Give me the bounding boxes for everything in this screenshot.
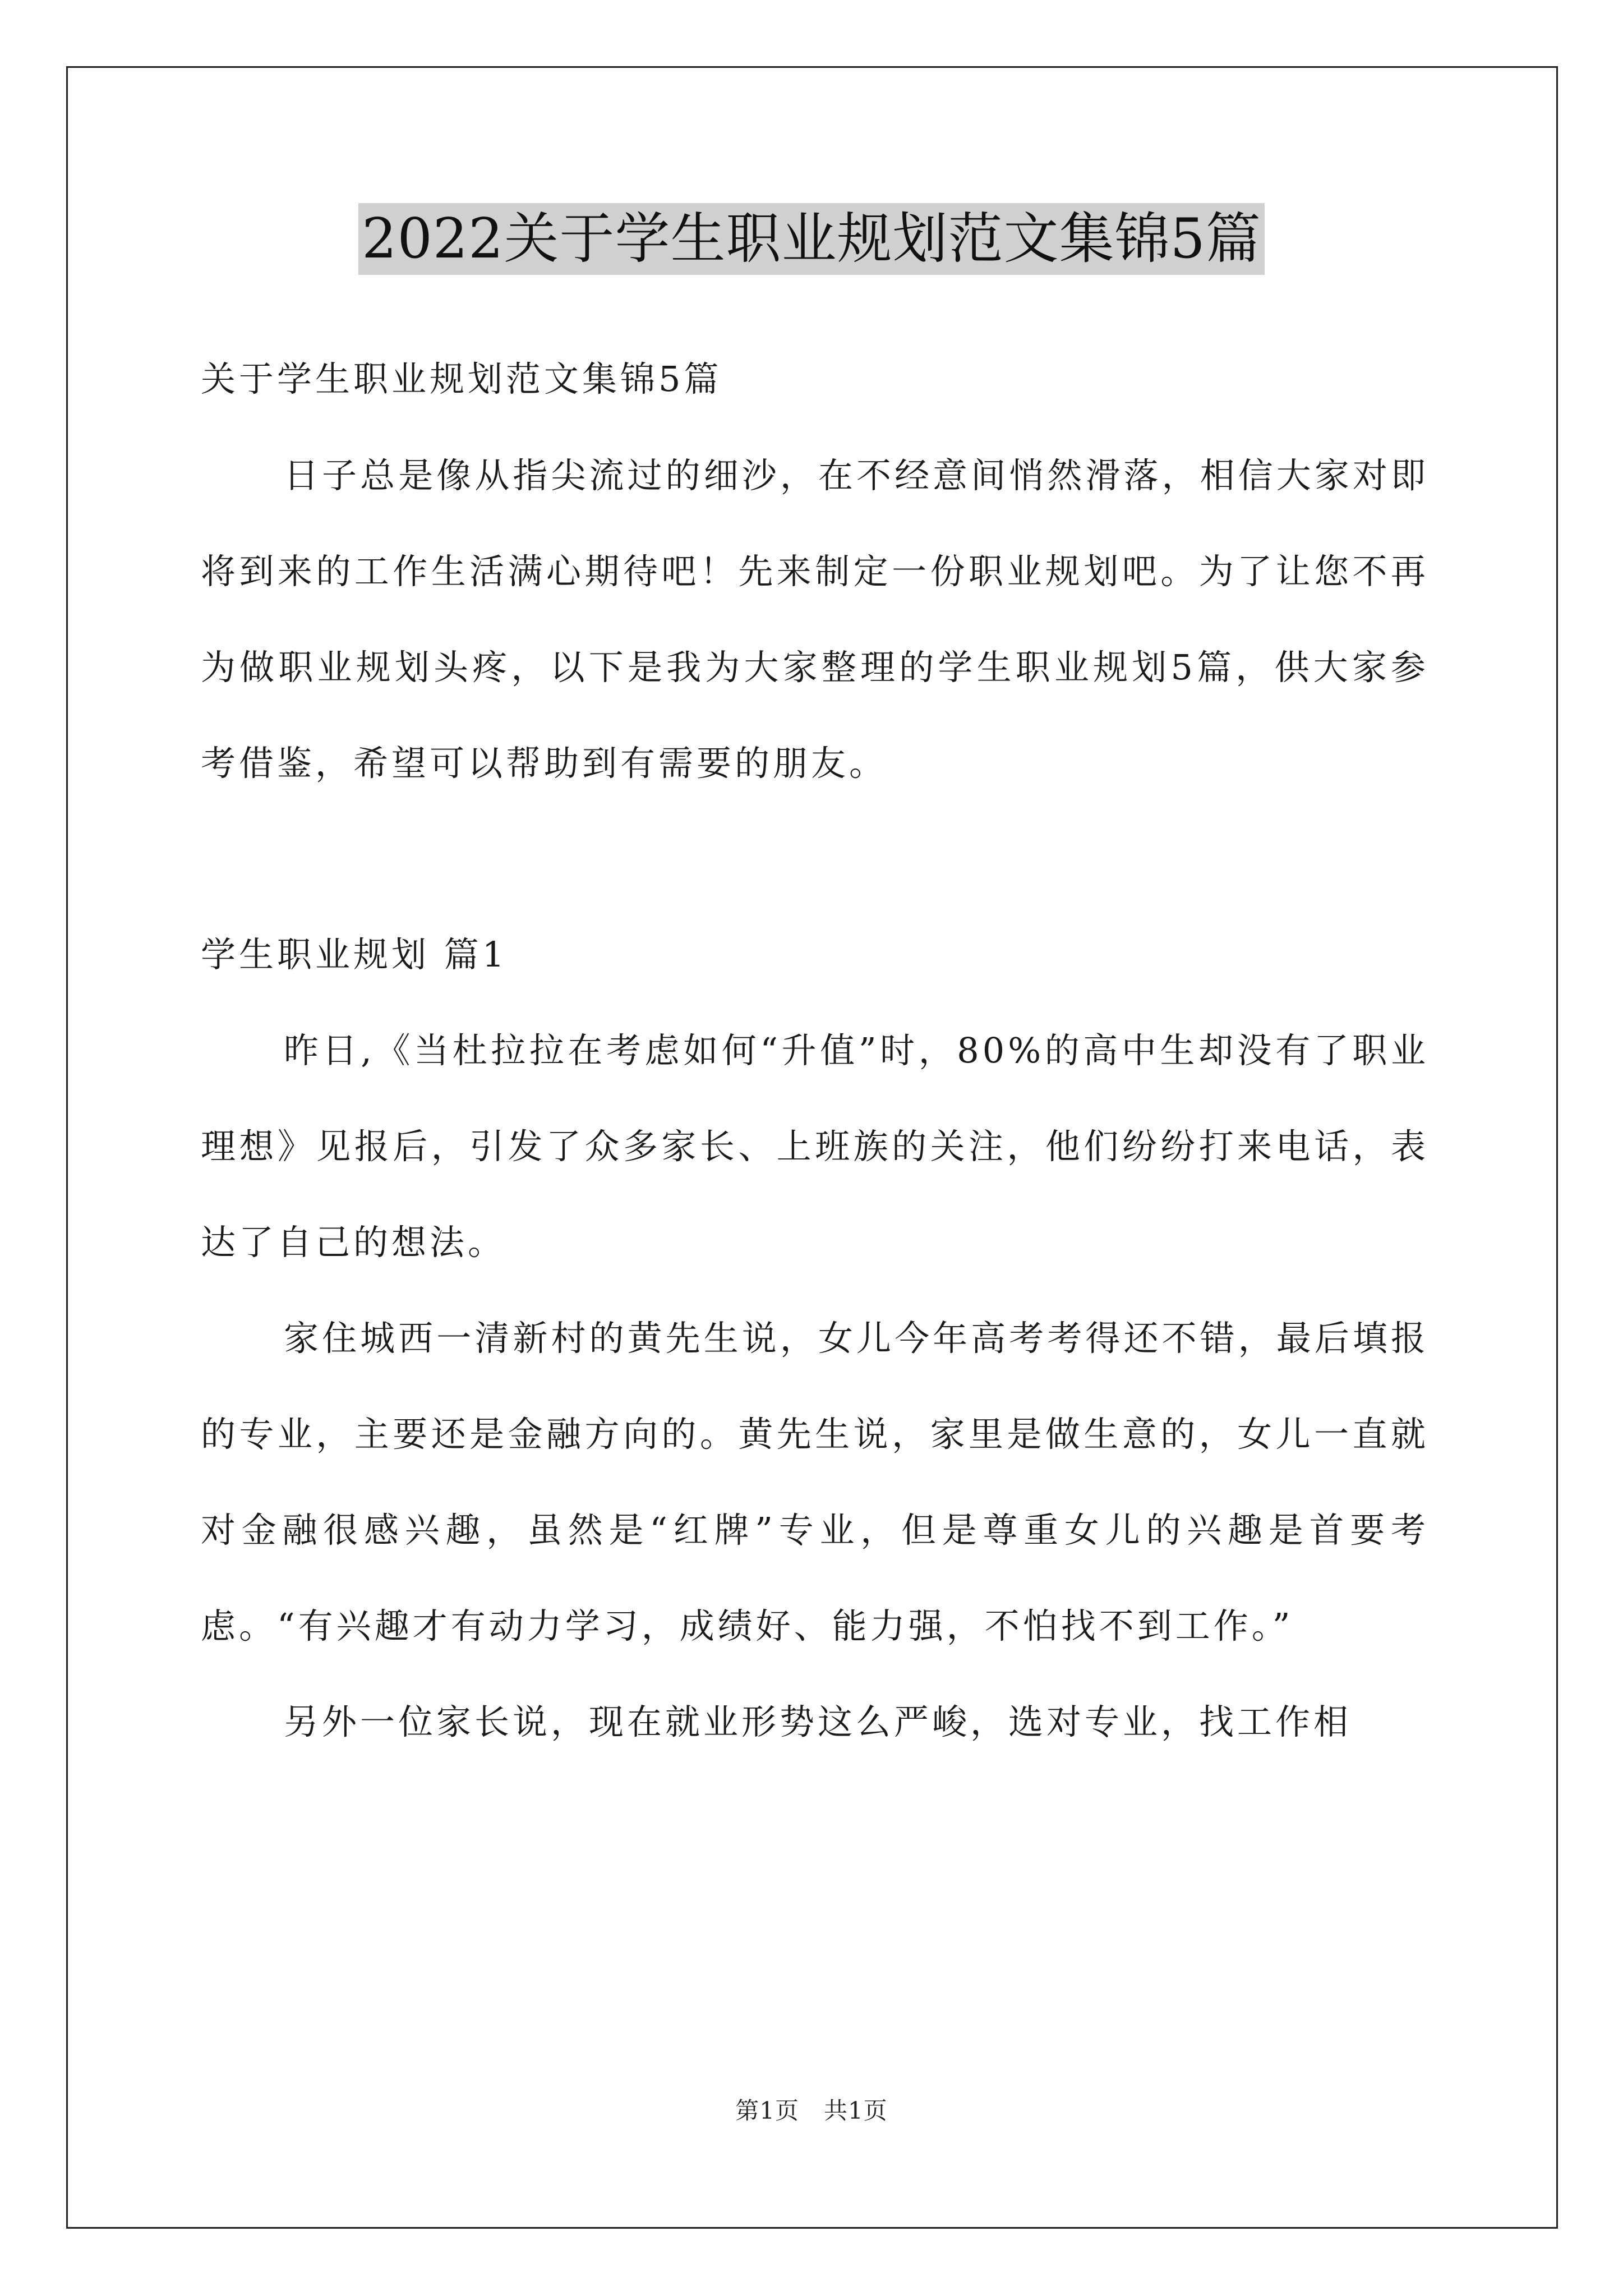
page-total: 共1页 — [824, 2097, 888, 2124]
intro-paragraph: 日子总是像从指尖流过的细沙，在不经意间悄然滑落，相信大家对即将到来的工作生活满心期待吧！先来制定一份职业规划吧。为了让您不再为做职业规划头疼，以下是我为大家整理的学生职业规划5篇，供大家参考借鉴，希望可以帮助到有需要的朋友。 — [201, 455, 1429, 784]
section-heading: 学生职业规划 篇1 — [201, 934, 508, 975]
body-paragraph: 昨日,《当杜拉拉在考虑如何“升值”时，80%的高中生却没有了职业理想》见报后，引发了众多家长、上班族的关注，他们纷纷打来电话，表达了自己的想法。 — [201, 1030, 1429, 1263]
document-body — [201, 331, 1429, 1770]
body-paragraph: 家住城西一清新村的黄先生说，女儿今年高考考得还不错，最后填报的专业，主要还是金融方向的。黄先生说，家里是做生意的，女儿一直就对金融很感兴趣，虽然是“红牌”专业，但是尊重女儿的兴趣是首要考虑。“有兴趣才有动力学习，成绩好、能力强，不怕找不到工作。” — [201, 1318, 1429, 1646]
title-container — [0, 203, 1623, 275]
body-paragraph: 另外一位家长说，现在就业形势这么严峻，选对专业，找工作相 — [284, 1701, 1352, 1742]
page-number: 第1页 — [735, 2097, 799, 2124]
page-footer — [0, 2092, 1623, 2126]
document-title: 2022关于学生职业规划范文集锦5篇 — [358, 203, 1265, 275]
document-subtitle: 关于学生职业规划范文集锦5篇 — [201, 358, 722, 399]
